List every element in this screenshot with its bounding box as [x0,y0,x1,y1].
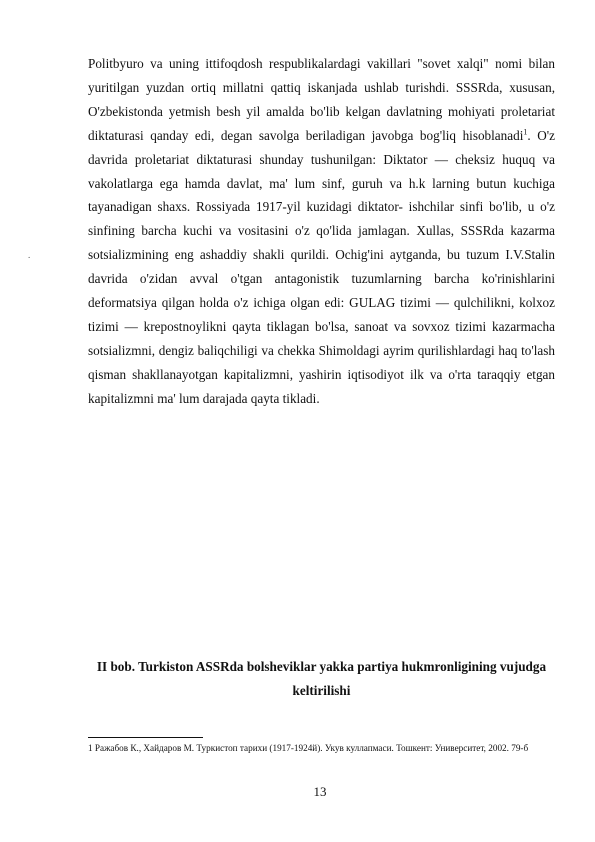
paragraph-text-part2: . O'z davrida proletariat diktaturasi shunday tushunilgan: Diktator — cheksiz huquq va vakolatlarga ega hamda davlat, ma' lum sinf, guruh va h.k larning butun kuchiga tayanadigan shaxs. Rossiyada 1917-yil kuzidagi diktator- ishchilar sinfi bo'lib, u o'z sinfining barcha kuchi va vositasini o'z qo'lida jamlagan. Xullas, SSSRda kazarma sotsializmining eng ashaddiy shakli qurildi. Ochig'ini aytganda, bu tuzum I.V.Stalin davrida o'zidan avval o'tgan antagonistik tuzumlarning barcha ko'rinishlarini deformatsiya qilgan holda o'z ichiga olgan edi: GULAG tizimi — qulchilikni, kolxoz tizimi — krepostnoylikni qayta tiklagan bo'lsa, sanoat va sovxoz tizimi kazarmacha sotsializmni, dengiz baliqchiligi va chekka Shimoldagi ayrim qurilishlardagi haq to'lash qisman shakllanayotgan kapitalizmni, yashirin iqtisodiyot ilk va o'rta taraqqiy etgan kapitalizmni ma' lum darajada qayta tikladi. [88,127,555,406]
page-number: 13 [313,784,327,799]
margin-mark: . [28,250,31,260]
footnote-reference[interactable]: 1 [523,127,528,137]
chapter-heading: II bob. Turkiston ASSRda bolsheviklar yakka partiya hukmronligining vujudga keltirilishi [96,659,547,698]
body-paragraph [88,52,555,411]
paragraph-text-part1: Politbyuro va uning ittifoqdosh respublikalardagi vakillari "sovet xalqi" nomi bilan yuritilgan yuzdan ortiq millatni qattiq iskanjada ushlab turishdi. SSSRda, xususan, O'zbekistonda yetmish besh yil amalda bo'lib kelgan davlatning mohiyati proletariat diktaturasi qanday edi, degan savolga beriladigan javobga bog'liq hisoblanadi [88,56,555,143]
footnote: 1 Ражабов К., Хайдаров М. Туркистоп тарихи (1917-1924й). Укув куллапмаси. Тошкент: Университет, 2002. 79-б [88,743,529,753]
footnote-divider [88,737,203,738]
